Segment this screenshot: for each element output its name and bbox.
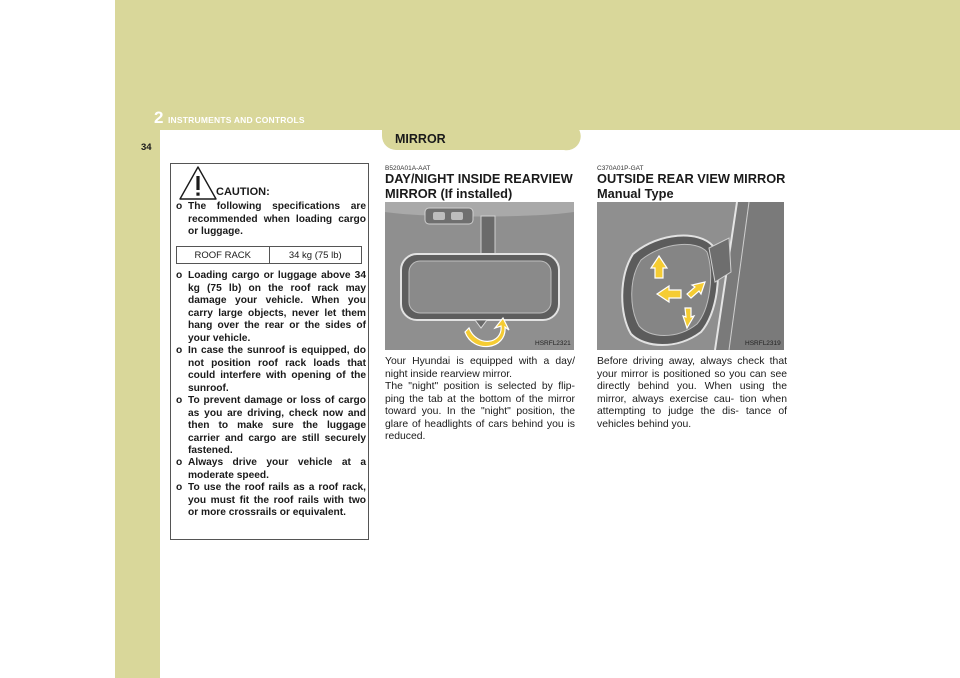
paragraph: Before driving away, always check that your mirror is positioned so you can see directly behind you. When using the mirror, always exercise cau- tion when attempting to judge the dis- tance of vehicles behind you. (597, 356, 787, 430)
bullet: o (176, 395, 183, 406)
header-band (115, 0, 960, 130)
bullet: o (176, 457, 183, 468)
heading-line: OUTSIDE REAR VIEW MIRROR (597, 171, 786, 186)
side-strip (115, 130, 160, 678)
figure-code: HSRFL2319 (745, 340, 781, 347)
spec-label: ROOF RACK (194, 249, 251, 261)
section-code: C370A01P-GAT (597, 165, 644, 172)
section-title: MIRROR (395, 132, 446, 146)
bullet: o (176, 201, 183, 212)
bullet: o (176, 270, 183, 281)
caution-item (176, 201, 366, 239)
heading-line: MIRROR (If installed) (385, 185, 513, 201)
section-code: B520A01A-AAT (385, 165, 431, 172)
spec-table (176, 246, 362, 264)
outside-mirror-heading (597, 172, 785, 201)
chapter-title: INSTRUMENTS AND CONTROLS (168, 115, 305, 125)
chapter-number: 2 (154, 108, 164, 127)
paragraph: Your Hyundai is equipped with a day/ night inside rearview mirror. (385, 356, 575, 380)
caution-item-text: Always drive your vehicle at a moderate speed. (188, 457, 366, 481)
outside-mirror-figure (597, 202, 784, 350)
warning-triangle-icon (178, 165, 218, 201)
outside-mirror-illustration (597, 202, 784, 350)
caution-item-text: In case the sunroof is equipped, do not position roof rack loads that could interfere with opening of the sunroof. (188, 345, 366, 394)
inside-mirror-illustration (385, 202, 574, 350)
caution-title: CAUTION: (216, 186, 270, 198)
spec-value: 34 kg (75 lb) (269, 247, 362, 263)
inside-mirror-heading (385, 172, 573, 201)
caution-item (176, 482, 366, 520)
caution-item (176, 395, 366, 458)
figure-code: HSRFL2321 (535, 340, 571, 347)
heading-line: Manual Type (597, 185, 674, 201)
caution-item-text: To prevent damage or loss of cargo as you are driving, check now and then to make sure the luggage carrier and cargo are still securely fastened. (188, 395, 366, 456)
inside-mirror-figure (385, 202, 574, 350)
page-number: 34 (141, 142, 152, 153)
caution-item (176, 270, 366, 345)
caution-item (176, 345, 366, 395)
paragraph: The "night" position is selected by flip- ping the tab at the bottom of the mirror toward you. In the "night" position, the glare of headlights of cars behind you is reduced. (385, 381, 575, 443)
caution-item (176, 457, 366, 482)
section-tab (382, 128, 842, 152)
caution-item-text: Loading cargo or luggage above 34 kg (75 lb) on the roof rack may damage your vehicle. When you carry large objects, never let them hang over the rear or the sides of your vehicle. (188, 270, 366, 344)
heading-line: DAY/NIGHT INSIDE REARVIEW (385, 171, 573, 186)
caution-item-text: The following specifications are recommended when loading cargo or luggage. (188, 201, 366, 237)
bullet: o (176, 482, 183, 493)
bullet: o (176, 345, 183, 356)
caution-item-text: To use the roof rails as a roof rack, you must fit the roof rails with two or more crossrails or equivalent. (188, 482, 366, 518)
